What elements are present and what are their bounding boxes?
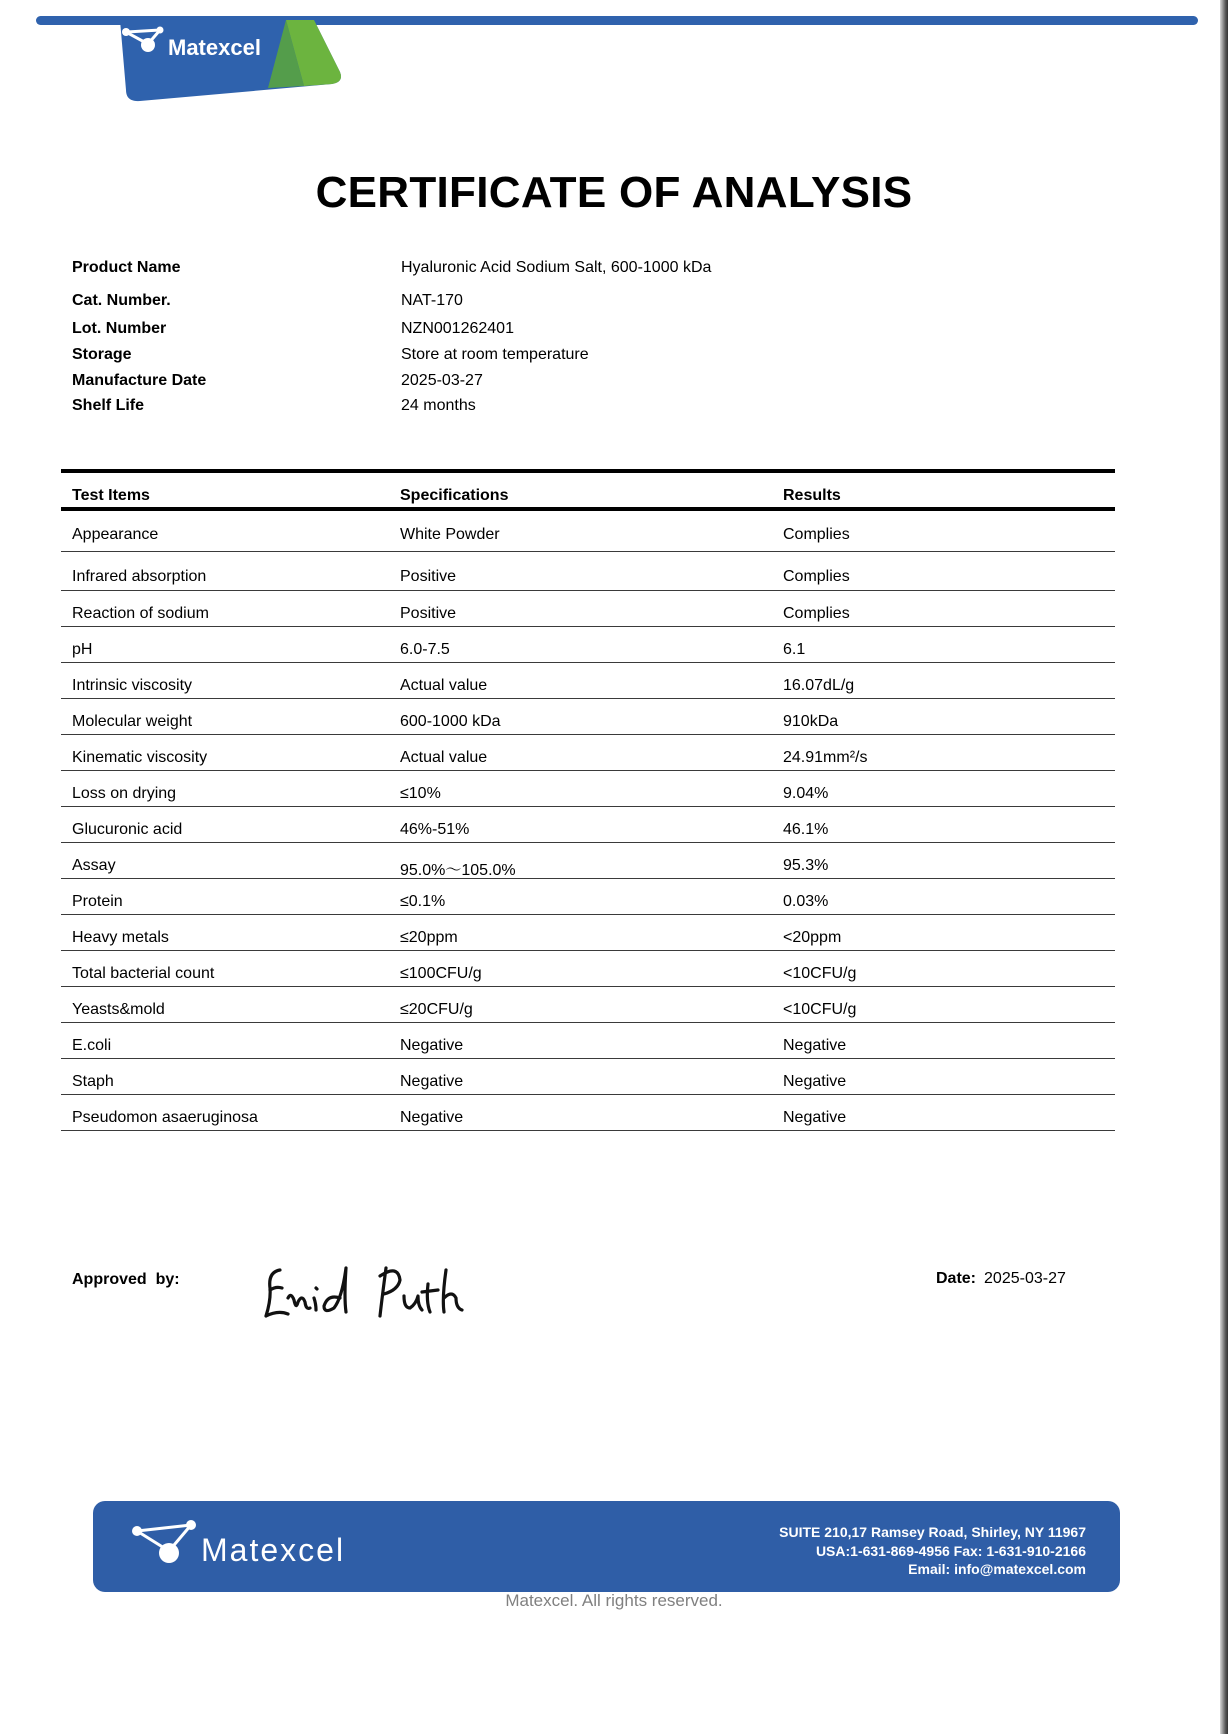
cell-specification: 95.0%～105.0% bbox=[400, 862, 516, 879]
table-row bbox=[61, 1023, 1115, 1059]
cell-test-item: Appearance bbox=[72, 526, 159, 543]
info-value: NZN001262401 bbox=[401, 320, 514, 337]
table-row bbox=[61, 552, 1115, 591]
cell-specification: Actual value bbox=[400, 749, 488, 766]
cell-result: <10CFU/g bbox=[783, 1001, 857, 1018]
cell-test-item: Glucuronic acid bbox=[72, 821, 183, 838]
rights-notice: Matexcel. All rights reserved. bbox=[505, 1591, 723, 1610]
cell-specification: 6.0-7.5 bbox=[400, 641, 450, 658]
cell-specification: Positive bbox=[400, 568, 457, 585]
cell-result: 9.04% bbox=[783, 785, 829, 802]
cell-specification: White Powder bbox=[400, 526, 500, 543]
footer-logo bbox=[131, 1515, 371, 1575]
table-row bbox=[61, 771, 1115, 807]
cell-result: Negative bbox=[783, 1037, 847, 1054]
header-specifications: Specifications bbox=[400, 487, 509, 504]
cell-test-item: Kinematic viscosity bbox=[72, 749, 208, 766]
cell-result: 910kDa bbox=[783, 713, 839, 730]
cell-specification: ≤0.1% bbox=[400, 893, 446, 910]
cell-result: 95.3% bbox=[783, 857, 829, 874]
table-row bbox=[61, 1059, 1115, 1095]
cell-result: Complies bbox=[783, 605, 850, 622]
cell-result: Negative bbox=[783, 1073, 847, 1090]
cell-test-item: Molecular weight bbox=[72, 713, 193, 730]
page-edge-shadow bbox=[1220, 0, 1228, 1734]
cell-result: 46.1% bbox=[783, 821, 829, 838]
cell-result: 6.1 bbox=[783, 641, 806, 658]
cell-test-item: Reaction of sodium bbox=[72, 605, 209, 622]
footer-phone-fax: USA:1-631-869-4956 Fax: 1-631-910-2166 bbox=[815, 1542, 1086, 1559]
cell-test-item: Loss on drying bbox=[72, 785, 177, 802]
cell-test-item: Pseudomon asaeruginosa bbox=[72, 1109, 258, 1126]
cell-specification: Positive bbox=[400, 605, 457, 622]
table-row bbox=[61, 735, 1115, 771]
cell-test-item: Staph bbox=[72, 1073, 114, 1090]
date-label: Date: bbox=[936, 1270, 977, 1287]
cell-test-item: Infrared absorption bbox=[72, 568, 207, 585]
info-label: Manufacture Date bbox=[72, 372, 207, 389]
cell-test-item: Intrinsic viscosity bbox=[72, 677, 193, 694]
header-results: Results bbox=[783, 487, 841, 504]
approval-date bbox=[936, 1270, 1066, 1288]
table-row bbox=[61, 663, 1115, 699]
cell-specification: 46%-51% bbox=[400, 821, 470, 838]
table-row bbox=[61, 511, 1115, 552]
cell-result: Complies bbox=[783, 568, 850, 585]
cell-test-item: E.coli bbox=[72, 1037, 112, 1054]
cell-test-item: pH bbox=[72, 641, 93, 658]
table-row bbox=[61, 879, 1115, 915]
table-row bbox=[61, 699, 1115, 735]
cell-test-item: Heavy metals bbox=[72, 929, 169, 946]
table-body bbox=[61, 511, 1115, 1131]
cell-test-item: Assay bbox=[72, 857, 116, 874]
cell-test-item: Yeasts&mold bbox=[72, 1001, 165, 1018]
cell-specification: ≤10% bbox=[400, 785, 441, 802]
info-value: 2025-03-27 bbox=[401, 372, 483, 389]
footer-band bbox=[93, 1501, 1120, 1592]
cell-test-item: Total bacterial count bbox=[72, 965, 215, 982]
matexcel-logo bbox=[118, 20, 378, 104]
cell-result: 16.07dL/g bbox=[783, 677, 855, 694]
cell-specification: ≤20ppm bbox=[400, 929, 458, 946]
signature bbox=[258, 1258, 478, 1326]
cell-specification: Negative bbox=[400, 1073, 464, 1090]
info-label: Shelf Life bbox=[72, 397, 145, 414]
cell-result: Complies bbox=[783, 526, 850, 543]
info-value: NAT-170 bbox=[401, 292, 463, 309]
cell-result: 0.03% bbox=[783, 893, 829, 910]
info-label: Lot. Number bbox=[72, 320, 167, 337]
table-row bbox=[61, 807, 1115, 843]
cell-specification: ≤100CFU/g bbox=[400, 965, 482, 982]
cell-specification: Negative bbox=[400, 1037, 464, 1054]
footer-address: SUITE 210,17 Ramsey Road, Shirley, NY 11967 bbox=[779, 1524, 1086, 1540]
cell-result: 24.91mm²/s bbox=[783, 749, 868, 766]
footer-logo-text: Matexcel bbox=[201, 1532, 346, 1568]
table-row bbox=[61, 987, 1115, 1023]
info-value: Hyaluronic Acid Sodium Salt, 600-1000 kDa bbox=[401, 259, 712, 276]
footer-email: Email: info@matexcel.com bbox=[908, 1561, 1086, 1577]
table-row bbox=[61, 915, 1115, 951]
cell-result: <10CFU/g bbox=[783, 965, 857, 982]
header-test-items: Test Items bbox=[72, 487, 150, 504]
table-header-row bbox=[61, 473, 1115, 507]
cell-result: <20ppm bbox=[783, 929, 842, 946]
info-label: Product Name bbox=[72, 259, 181, 276]
cell-test-item: Protein bbox=[72, 893, 123, 910]
footer-contact bbox=[779, 1523, 1086, 1579]
table-row bbox=[61, 1095, 1115, 1131]
table-row bbox=[61, 951, 1115, 987]
info-value: Store at room temperature bbox=[401, 346, 589, 363]
cell-specification: Actual value bbox=[400, 677, 488, 694]
cell-specification: 600-1000 kDa bbox=[400, 713, 501, 730]
cell-specification: Negative bbox=[400, 1109, 464, 1126]
info-value: 24 months bbox=[401, 397, 476, 414]
header-logo-text: Matexcel bbox=[168, 35, 261, 60]
cell-result: Negative bbox=[783, 1109, 847, 1126]
table-row bbox=[61, 591, 1115, 627]
info-label: Cat. Number. bbox=[72, 292, 171, 309]
info-label: Storage bbox=[72, 346, 132, 363]
cell-specification: ≤20CFU/g bbox=[400, 1001, 473, 1018]
document-title: CERTIFICATE OF ANALYSIS bbox=[315, 168, 913, 217]
table-row bbox=[61, 627, 1115, 663]
table-row bbox=[61, 843, 1115, 879]
approved-by-label: Approved by: bbox=[72, 1271, 180, 1288]
date-value: 2025-03-27 bbox=[984, 1270, 1066, 1287]
